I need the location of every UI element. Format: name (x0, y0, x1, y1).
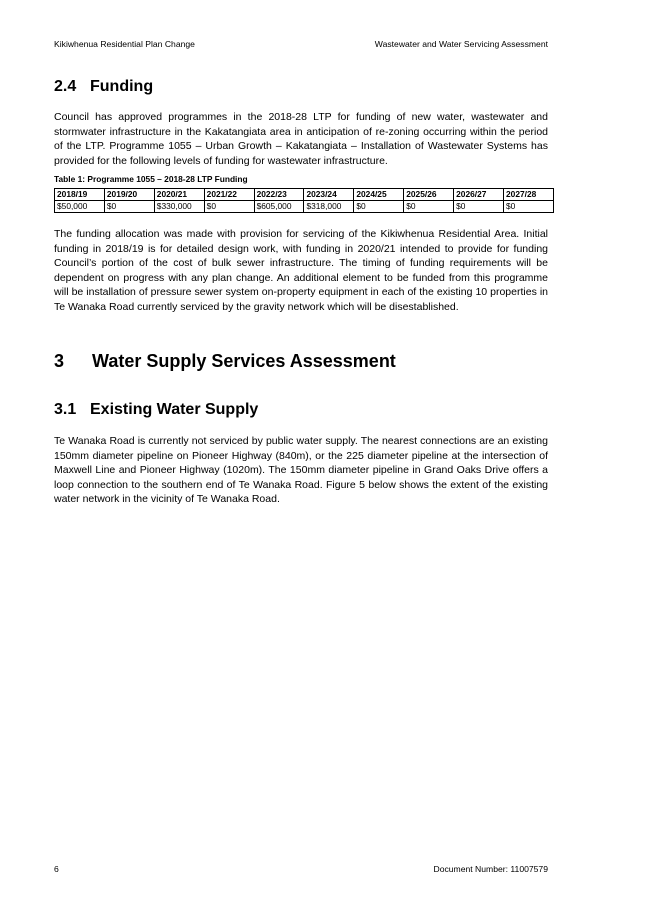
funding-paragraph: Council has approved programmes in the 2018-28 LTP for funding of new water, wastewater and stormwater infrastructure in the Kakatangiata area in anticipation of re-zoning occurring within the period of the LTP. Programme 1055 – Urban Growth – Kakatangiata – Installation of Wastewater Systems has provided for the following levels of funding for wastewater infrastructure. (54, 111, 548, 167)
section-2-4-heading (54, 78, 153, 96)
section-3-heading (54, 351, 396, 372)
table-header-cell: 2021/22 (204, 189, 254, 201)
table-header-cell: 2023/24 (304, 189, 354, 201)
header-left-text: Kikiwhenua Residential Plan Change (54, 39, 195, 49)
section-3-1-title: Existing Water Supply (90, 401, 259, 418)
page-footer (54, 864, 548, 874)
table-cell: $0 (504, 201, 554, 213)
section-3-1-number: 3.1 (54, 401, 77, 418)
table-cell: $0 (454, 201, 504, 213)
funding-table (54, 188, 554, 213)
table-cell: $330,000 (154, 201, 204, 213)
header-right-text: Wastewater and Water Servicing Assessment (374, 39, 548, 49)
table-header-cell: 2018/19 (55, 189, 105, 201)
water-supply-paragraph: Te Wanaka Road is currently not serviced by public water supply. The nearest connections are an existing 150mm diameter pipeline on Pioneer Highway (840m), or the 225 diameter pipeline at the intersection of Maxwell Line and Pioneer Highway (1020m). The 150mm diameter pipeline in Grand Oaks Drive offers a loop connection to the southern end of Te Wanaka Road. Figure 5 below shows the extent of the existing water network in the vicinity of Te Wanaka Road. (54, 435, 548, 506)
table-header-cell: 2024/25 (354, 189, 404, 201)
table-cell: $0 (104, 201, 154, 213)
table-cell: $0 (404, 201, 454, 213)
page-header (54, 39, 548, 49)
section-3-title: Water Supply Services Assessment (92, 351, 396, 371)
page-number: 6 (54, 864, 59, 874)
table-cell: $605,000 (254, 201, 304, 213)
table-cell: $0 (354, 201, 404, 213)
table-header-row (55, 189, 554, 201)
table-row (55, 201, 554, 213)
table-header-cell: 2025/26 (404, 189, 454, 201)
allocation-paragraph: The funding allocation was made with provision for servicing of the Kikiwhenua Residential Area. Initial funding in 2018/19 is for detailed design work, with funding in 2020/21 intended to provide for funding Council’s portion of the cost of bulk sewer infrastructure. The timing of funding requirements will be dependent on progress with any plan change. An additional element to be funded from this programme will be installation of pressure sewer system on-property equipment in each of the existing 10 properties in Te Wanaka Road currently serviced by the gravity network which will be disestablished. (54, 228, 548, 313)
section-3-1-heading (54, 401, 258, 419)
table-header-cell: 2022/23 (254, 189, 304, 201)
table-header-cell: 2027/28 (504, 189, 554, 201)
table-header-cell: 2020/21 (154, 189, 204, 201)
table-header-cell: 2026/27 (454, 189, 504, 201)
section-3-number: 3 (54, 351, 65, 371)
table-caption: Table 1: Programme 1055 – 2018-28 LTP Funding (54, 174, 248, 184)
table-cell: $318,000 (304, 201, 354, 213)
table-cell: $50,000 (55, 201, 105, 213)
table-cell: $0 (204, 201, 254, 213)
section-2-4-title: Funding (90, 78, 154, 95)
section-2-4-number: 2.4 (54, 78, 77, 95)
document-number: Document Number: 11007579 (433, 864, 548, 874)
table-header-cell: 2019/20 (104, 189, 154, 201)
